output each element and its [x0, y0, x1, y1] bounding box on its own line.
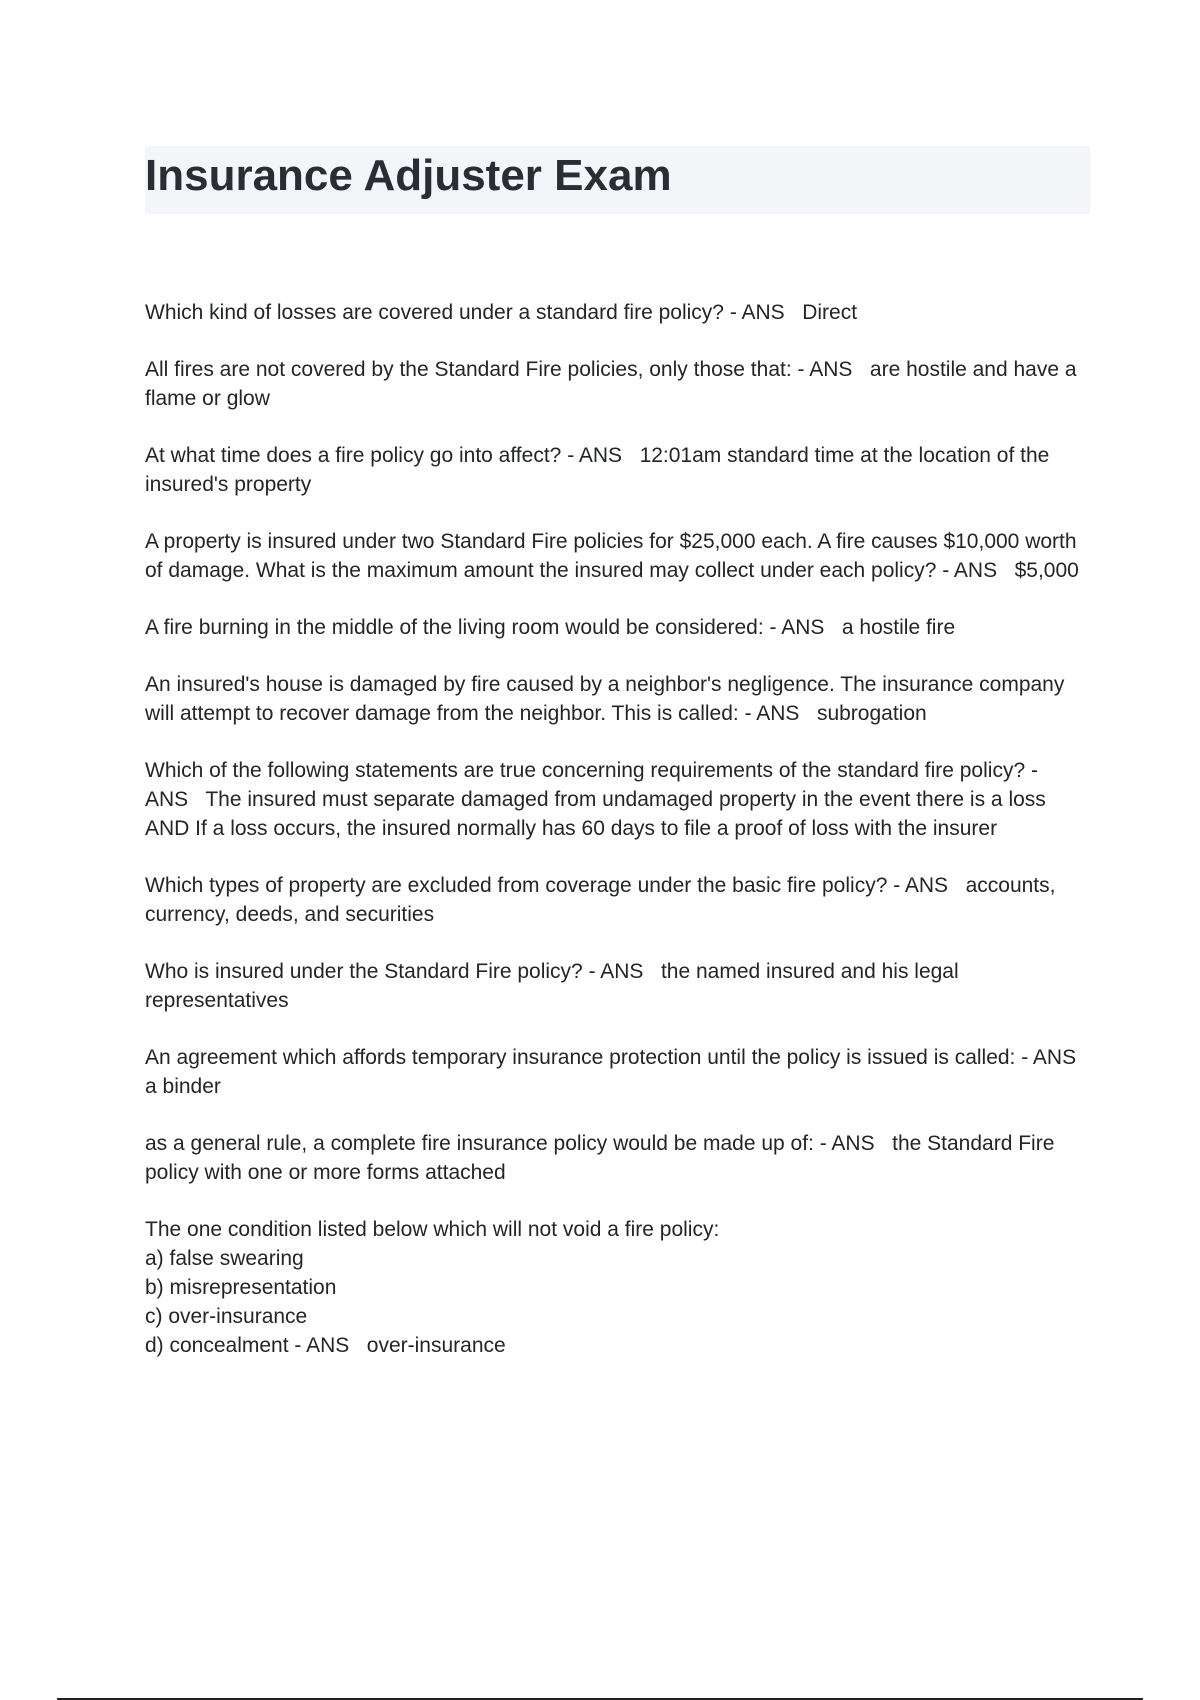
answer-marker: - ANS — [588, 960, 644, 983]
answer-text: are hostile and have a flame or glow — [145, 358, 1077, 410]
question-text: The one condition listed below which will not void a fire policy: — [145, 1218, 720, 1241]
qa-item — [145, 670, 1090, 728]
answer-text: a hostile fire — [841, 616, 956, 639]
qa-item — [145, 1043, 1090, 1101]
answer-marker: - ANS — [769, 616, 825, 639]
question-text: An insured's house is damaged by fire caused by a neighbor's negligence. The insurance company will attempt to recover damage from the neighbor. This is called: — [145, 673, 1065, 725]
answer-marker: - ANS — [819, 1132, 875, 1155]
question-text: Which kind of losses are covered under a standard fire policy? — [145, 301, 724, 324]
answer-marker: - ANS — [1021, 1046, 1077, 1069]
qa-item — [145, 298, 1090, 327]
answer-marker: - ANS — [893, 874, 949, 897]
choice-option: a) false swearing — [145, 1247, 304, 1270]
answer-text: accounts, currency, deeds, and securities — [145, 874, 1056, 926]
question-text: Which of the following statements are true concerning requirements of the standard fire policy? — [145, 759, 1026, 782]
answer-marker: - ANS — [294, 1334, 350, 1357]
question-text: All fires are not covered by the Standard Fire policies, only those that: — [145, 358, 792, 381]
answer-marker: - ANS — [567, 444, 623, 467]
answer-marker: - ANS — [729, 301, 785, 324]
question-text: Which types of property are excluded from coverage under the basic fire policy? — [145, 874, 888, 897]
qa-item — [145, 1129, 1090, 1187]
answer-marker: - ANS — [942, 559, 998, 582]
question-text: as a general rule, a complete fire insurance policy would be made up of: — [145, 1132, 814, 1155]
choice-option: d) concealment — [145, 1334, 289, 1357]
question-text: A property is insured under two Standard Fire policies for $25,000 each. A fire causes $10,000 worth of damage. What is the maximum amount the insured may collect under each policy? — [145, 530, 1077, 582]
qa-item-multiple-choice — [145, 1215, 1090, 1360]
answer-text: The insured must separate damaged from undamaged property in the event there is a loss AND If a loss occurs, the insured normally has 60 days to file a proof of loss with the insurer — [145, 788, 1046, 840]
question-text: A fire burning in the middle of the living room would be considered: — [145, 616, 764, 639]
answer-marker: - ANS — [797, 358, 853, 381]
question-text: At what time does a fire policy go into affect? — [145, 444, 562, 467]
qa-item — [145, 355, 1090, 413]
question-text: An agreement which affords temporary insurance protection until the policy is issued is called: — [145, 1046, 1016, 1069]
qa-item — [145, 527, 1090, 585]
title-banner — [145, 146, 1090, 214]
qa-item — [145, 871, 1090, 929]
choice-option: c) over-insurance — [145, 1305, 308, 1328]
answer-text: $5,000 — [1014, 559, 1079, 582]
answer-text: Direct — [802, 301, 858, 324]
qa-list — [145, 298, 1090, 1388]
qa-item — [145, 957, 1090, 1015]
answer-marker: - ANS — [145, 759, 1038, 811]
choice-option-last — [145, 1331, 1090, 1360]
answer-text: 12:01am standard time at the location of the insured's property — [145, 444, 1050, 496]
answer-text: a binder — [145, 1075, 221, 1098]
qa-item — [145, 613, 1090, 642]
qa-item — [145, 756, 1090, 843]
answer-marker: - ANS — [744, 702, 800, 725]
choice-option: b) misrepresentation — [145, 1276, 337, 1299]
question-text: Who is insured under the Standard Fire policy? — [145, 960, 583, 983]
answer-text: over-insurance — [366, 1334, 506, 1357]
document-title: Insurance Adjuster Exam — [145, 151, 672, 200]
qa-item — [145, 441, 1090, 499]
answer-text: the Standard Fire policy with one or more forms attached — [145, 1132, 1055, 1184]
answer-text: subrogation — [816, 702, 927, 725]
answer-text: the named insured and his legal representatives — [145, 960, 959, 1012]
